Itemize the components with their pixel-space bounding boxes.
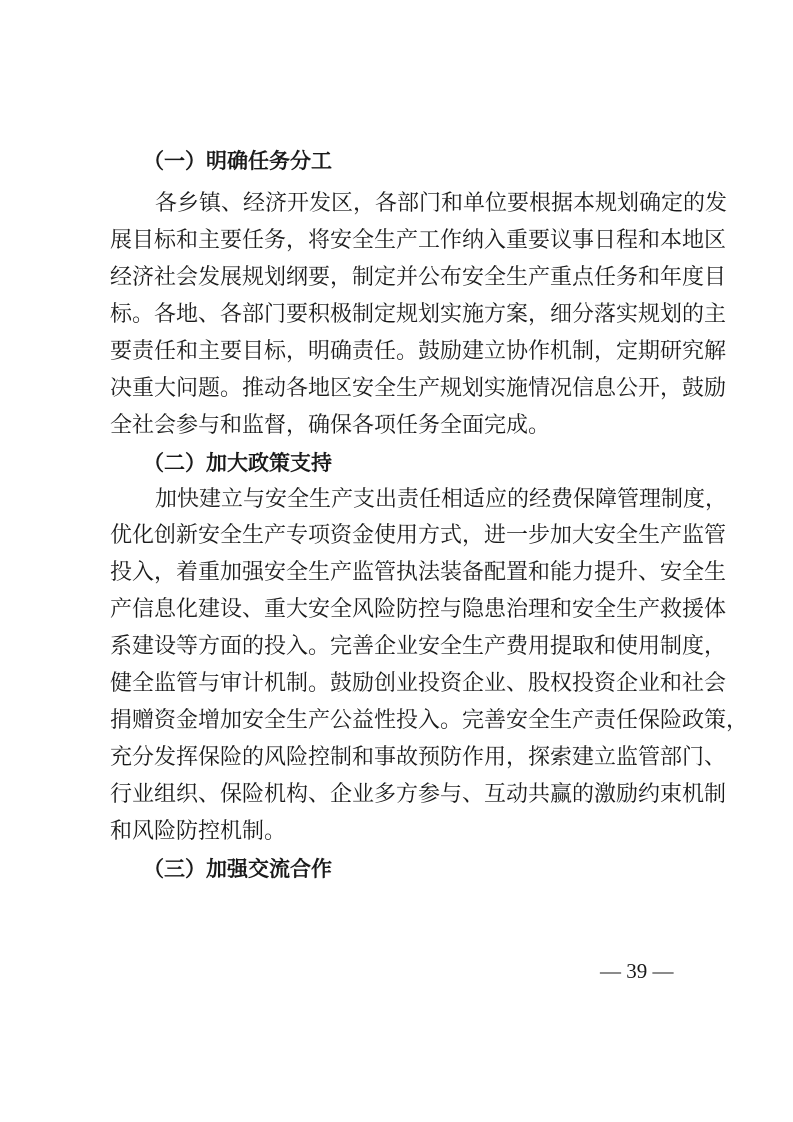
paragraph-text: 优化创新安全生产专项资金使用方式，进一步加大安全生产监管 <box>110 523 727 548</box>
paragraph-line <box>0 590 793 630</box>
paragraph-line <box>0 627 793 667</box>
paragraph-line <box>0 406 793 446</box>
paragraph-text: 全社会参与和监督，确保各项任务全面完成。 <box>110 413 551 438</box>
paragraph-text: 展目标和主要任务，将安全生产工作纳入重要议事日程和本地区 <box>110 228 727 253</box>
paragraph-line <box>0 553 793 593</box>
paragraph-line <box>0 369 793 409</box>
paragraph-text: 加快建立与安全生产支出责任相适应的经费保障管理制度， <box>155 487 728 512</box>
paragraph-text: 经济社会发展规划纲要，制定并公布安全生产重点任务和年度目 <box>110 265 727 290</box>
paragraph-text: 投入，着重加强安全生产监管执法装备配置和能力提升、安全生 <box>110 560 727 585</box>
paragraph-line <box>0 812 793 852</box>
paragraph-text: 标。各地、各部门要积极制定规划实施方案，细分落实规划的主 <box>110 302 727 327</box>
paragraph-line <box>0 221 793 261</box>
paragraph-line <box>0 332 793 372</box>
paragraph-text: 行业组织、保险机构、企业多方参与、互动共赢的激励约束机制 <box>110 782 727 807</box>
paragraph-line <box>0 516 793 556</box>
paragraph-text: 充分发挥保险的风险控制和事故预防作用，探索建立监管部门、 <box>110 745 727 770</box>
paragraph-line <box>0 738 793 778</box>
paragraph-text: 系建设等方面的投入。完善企业安全生产费用提取和使用制度， <box>110 634 727 659</box>
paragraph-text: 产信息化建设、重大安全风险防控与隐患治理和安全生产救援体 <box>110 597 727 622</box>
paragraph-line <box>0 775 793 815</box>
paragraph-text: 各乡镇、经济开发区，各部门和单位要根据本规划确定的发 <box>155 191 728 216</box>
section-heading-3: （三）加强交流合作 <box>143 857 332 881</box>
page-number: — 39 — <box>600 959 674 983</box>
paragraph-text: 要责任和主要目标，明确责任。鼓励建立协作机制，定期研究解 <box>110 339 727 364</box>
paragraph-text: 捐赠资金增加安全生产公益性投入。完善安全生产责任保险政策， <box>110 708 749 733</box>
paragraph-text: 健全监管与审计机制。鼓励创业投资企业、股权投资企业和社会 <box>110 671 727 696</box>
section-heading-2: （二）加大政策支持 <box>143 451 332 475</box>
paragraph-line <box>0 295 793 335</box>
paragraph-line <box>0 480 793 520</box>
paragraph-line <box>0 701 793 741</box>
paragraph-text: 决重大问题。推动各地区安全生产规划实施情况信息公开，鼓励 <box>110 376 727 401</box>
paragraph-text: 和风险防控机制。 <box>110 819 287 844</box>
paragraph-line <box>0 184 793 224</box>
section-heading-1: （一）明确任务分工 <box>143 149 332 173</box>
paragraph-line <box>0 664 793 704</box>
paragraph-line <box>0 258 793 298</box>
